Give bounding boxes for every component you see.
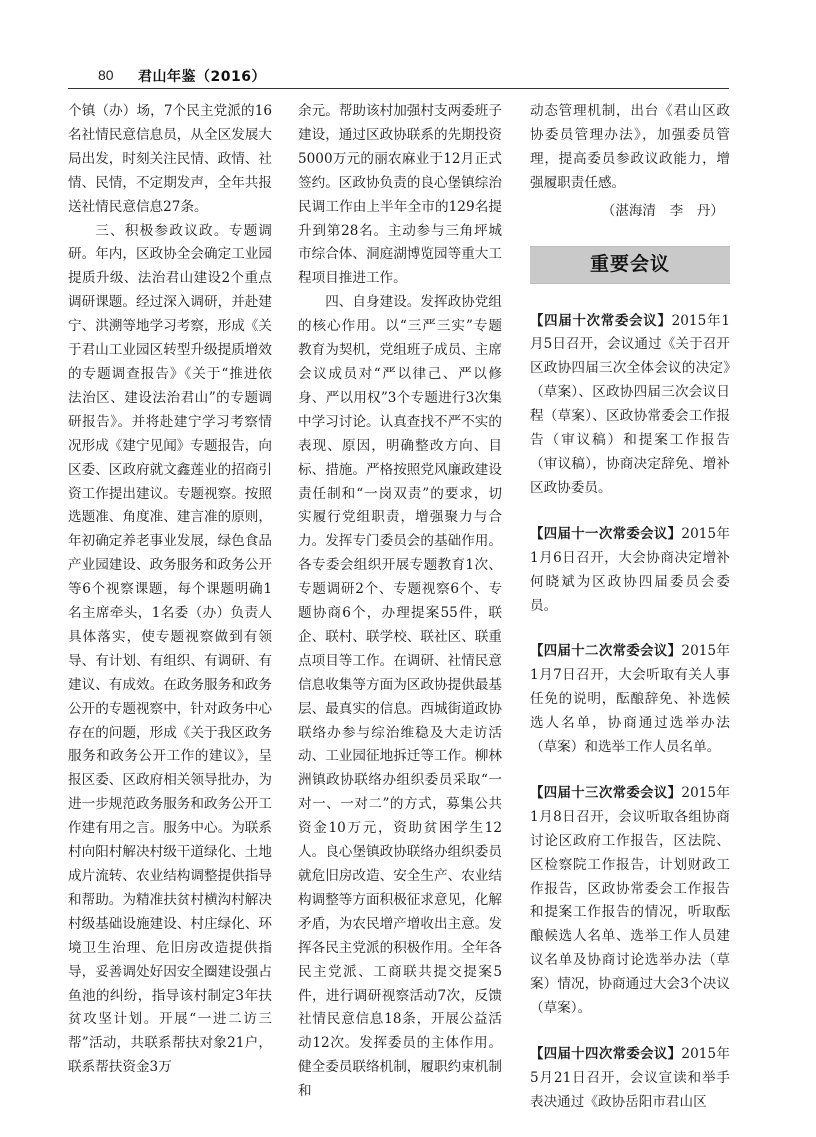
meeting-title: 【四届十四次常委会议】 bbox=[530, 1047, 682, 1062]
section-title: 重要会议 bbox=[589, 252, 670, 275]
meeting-entry bbox=[530, 640, 730, 760]
meeting-entry bbox=[530, 1043, 730, 1115]
running-header bbox=[68, 64, 729, 89]
book-title: 君山年鉴（2016） bbox=[138, 69, 266, 85]
paragraph: 动态管理机制，出台《君山区政协委员管理办法》，加强委员管理，提高委员参政议政能力，增强履职责任感。 bbox=[530, 103, 730, 191]
meeting-body: 2015年1月8日召开，会议听取各组协商讨论区政府工作报告，区法院、区检察院工作报告，计划财政工作报告，区政协常委会工作报告和提案工作报告的情况，听取酝酿候选人名单、选举工作人员建议名单及协商讨论选举办法（草案）情况，协商通过大会3个决议（草案）。 bbox=[530, 784, 730, 1017]
paragraph: 个镇（办）场，7个民主党派的16名社情民意信息员，从全区发展大局出发，时刻关注民情、政情、社情、民情，不定期发声，全年共报送社情民意信息27条。 bbox=[68, 103, 272, 215]
meeting-entry bbox=[530, 310, 730, 501]
meeting-body: 2015年1月7日召开，大会听取有关人事任免的说明，酝酿辞免、补选候选人名单，协商通过选举办法（草案）和选举工作人员名单。 bbox=[530, 643, 730, 756]
meeting-entry bbox=[530, 523, 730, 619]
meeting-entry bbox=[530, 782, 730, 1021]
paragraph: 四、自身建设。发挥政协党组的核心作用。以“三严三实”专题教育为契机，党组班子成员、主席会议成员对“严以律己、严以修身、严以用权”3个专题进行3次集中学习讨论。认真查找不严不实的表现、原因，明确整改方向、目标、措施。严格按照党风廉政建设责任制和“一岗双责”的要求，切实履行党组职责，增强聚力与合力。发挥专门委员会的基础作用。各专委会组织开展专题教育1次、专题调研2个、专题视察6个、专题协商6个，办理提案55件，联企、联村、联学校、联社区、联重点项目等工作。在调研、社情民意信息收集等方面为区政协提供最基层、最真实的信息。西城街道政协联络办参与综治维稳及大走访活动、工业园征地拆迁等工作。柳林洲镇政协联络办组织委员采取“一对一、一对二”的方式，募集公共资金10万元，资助贫困学生12人。良心堡镇政协联络办组织委员就危旧房改造、安全生产、农业结构调整等方面积极征求意见，化解矛盾，为农民增产增收出主意。发挥各民主党派的积极作用。全年各民主党派、工商联共提交提案5件，进行调研视察活动7次，反馈社情民意信息18条，开展公益活动12次。发挥委员的主体作用。健全委员联络机制，履职约束机制和 bbox=[298, 294, 502, 1100]
column-right bbox=[530, 100, 730, 1137]
column-middle bbox=[298, 100, 502, 1104]
paragraph: 三、积极参政议政。专题调研。年内，区政协全会确定工业园提质升级、法治君山建设2个重点调研课题。经过深入调研，并赴建宁、洪溯等地学习考察，形成《关于君山工业园区转型升级提质增效的专题调查报告》《关于“推进依法治区、建设法治君山”的专题调研报告》。并将赴建宁学习考察情况形成《建宁见闻》专题报告，向区委、区政府就文鑫莲业的招商引资工作提出建议。专题视察。按照选题准、角度准、建言准的原则，年初确定养老事业发展，绿色食品产业园建设、政务服务和政务公开等6个视察课题，每个课题明确1名主席牵头，1名委（办）负责人具体落实，使专题视察做到有领导、有计划、有组织、有调研、有建议、有成效。在政务服务和政务公开的专题视察中，针对政务中心存在的问题，形成《关于我区政务服务和政务公开工作的建议》，呈报区委、区政府相关领导批办，为进一步规范政务服务和政务公开工作建有用之言。服务中心。为联系村向阳村解决村级干道绿化、土地成片流转、农业结构调整提供指导和帮助。为精准扶贫村横沟村解决村级基础设施建设、村庄绿化、环境卫生治理、危旧房改造提供指导，妥善调处好因安全圈建设强占鱼池的纠纷，指导该村制定3年扶贫攻坚计划。开展“一进二访三帮”活动，共联系帮扶对象21户，联系帮扶资金3万 bbox=[68, 222, 272, 1076]
paragraph: 余元。帮助该村加强村支两委班子建设，通过区政协联系的先期投资5000万元的丽农麻业于12月正式签约。区政协负责的良心堡镇综治民调工作由上半年全市的129名提升到第28名。主动参与三角坪城市综合体、洞庭湖博览园等重大工程项目推进工作。 bbox=[298, 103, 502, 287]
page-number: 80 bbox=[98, 67, 114, 83]
meeting-body: 2015年5月21日召开，会议宣读和举手表决通过《政协岳阳市君山区 bbox=[530, 1046, 730, 1110]
meeting-title: 【四届十次常委会议】 bbox=[530, 313, 672, 329]
meeting-title: 【四届十一次常委会议】 bbox=[530, 526, 682, 542]
author-credit: （湛海清 李 丹） bbox=[601, 202, 724, 219]
column-left bbox=[68, 100, 272, 1080]
section-heading-banner bbox=[530, 246, 730, 284]
meeting-title: 【四届十三次常委会议】 bbox=[530, 785, 682, 801]
meeting-body: 2015年1月6日召开，大会协商决定增补何晓斌为区政协四届委员会委员。 bbox=[530, 525, 730, 614]
meeting-title: 【四届十二次常委会议】 bbox=[530, 644, 682, 660]
meeting-body: 2015年1月5日召开，会议通过《关于召开区政协四届三次全体会议的决定》（草案）、区政协四届三次会议日程（草案）、区政协常委会工作报告（审议稿）和提案工作报告（审议稿），协商决定辞免、增补区政协委员。 bbox=[530, 312, 731, 496]
